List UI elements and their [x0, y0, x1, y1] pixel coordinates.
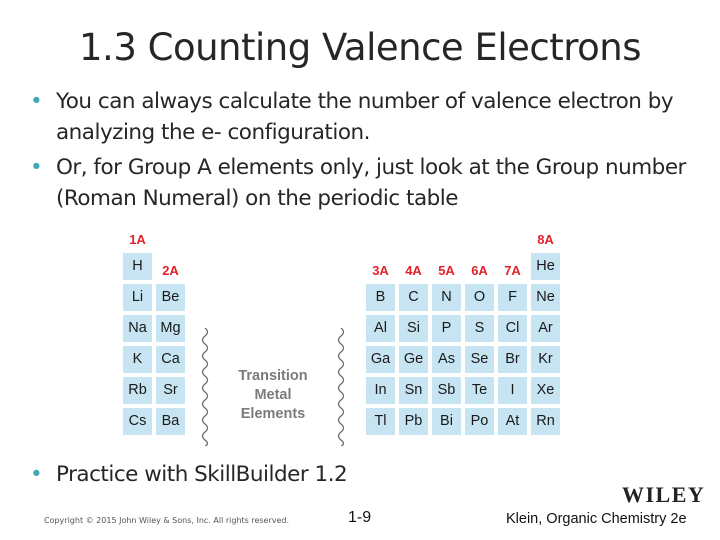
break-line-left — [197, 328, 213, 446]
element-cell: K — [122, 345, 153, 374]
group-label-1a: 1A — [129, 232, 146, 247]
element-cell: Si — [398, 314, 429, 343]
bullet-item — [30, 459, 690, 490]
element-cell: Te — [464, 376, 495, 405]
group-label-7a: 7A — [504, 263, 521, 278]
element-cell: Be — [155, 283, 186, 312]
element-cell: Ne — [530, 283, 561, 312]
element-cell: Al — [365, 314, 396, 343]
bullet-list — [30, 86, 690, 218]
element-cell: I — [497, 376, 528, 405]
break-line-right — [333, 328, 349, 446]
element-cell: C — [398, 283, 429, 312]
element-cell: Tl — [365, 407, 396, 436]
element-cell: Br — [497, 345, 528, 374]
element-cell: Ca — [155, 345, 186, 374]
group-label-8a: 8A — [537, 232, 554, 247]
element-cell: B — [365, 283, 396, 312]
element-cell: Sr — [155, 376, 186, 405]
element-cell: He — [530, 252, 561, 281]
element-cell: Ge — [398, 345, 429, 374]
transition-label-line: Transition — [238, 368, 308, 384]
bullet-item — [30, 86, 690, 148]
element-cell: Xe — [530, 376, 561, 405]
element-cell: As — [431, 345, 462, 374]
element-cell: Cs — [122, 407, 153, 436]
element-cell: O — [464, 283, 495, 312]
practice-text: Practice with SkillBuilder 1.2 — [56, 462, 348, 487]
bullet-marker: • — [30, 89, 43, 114]
element-cell: Se — [464, 345, 495, 374]
element-cell: Cl — [497, 314, 528, 343]
element-cell: Bi — [431, 407, 462, 436]
transition-metal-label — [220, 367, 326, 424]
page-number: 1-9 — [348, 509, 372, 526]
transition-label-line: Elements — [240, 406, 306, 422]
element-cell: H — [122, 252, 153, 281]
slide-title: 1.3 Counting Valence Electrons — [79, 26, 641, 69]
element-cell: Sb — [431, 376, 462, 405]
group-label-3a: 3A — [372, 263, 389, 278]
element-cell: P — [431, 314, 462, 343]
bullet-text: You can always calculate the number of valence electron by analyzing the e- configuration. — [56, 89, 674, 145]
element-cell: Kr — [530, 345, 561, 374]
element-cell: Ar — [530, 314, 561, 343]
group-label-4a: 4A — [405, 263, 422, 278]
book-citation: Klein, Organic Chemistry 2e — [506, 511, 687, 527]
element-cell: Ga — [365, 345, 396, 374]
group-label-5a: 5A — [438, 263, 455, 278]
element-cell: S — [464, 314, 495, 343]
element-cell: Rb — [122, 376, 153, 405]
wiley-logo: WILEY — [622, 482, 706, 507]
element-cell: Li — [122, 283, 153, 312]
element-cell: Po — [464, 407, 495, 436]
element-cell: Mg — [155, 314, 186, 343]
element-cell: Sn — [398, 376, 429, 405]
transition-label-line: Metal — [254, 387, 292, 403]
element-cell: F — [497, 283, 528, 312]
bullet-text: Or, for Group A elements only, just look at the Group number (Roman Numeral) on the periodic table — [56, 155, 686, 211]
element-cell: In — [365, 376, 396, 405]
element-cell: Pb — [398, 407, 429, 436]
bullet-marker: • — [30, 462, 43, 487]
element-cell: Na — [122, 314, 153, 343]
element-cell: N — [431, 283, 462, 312]
bullet-marker: • — [30, 155, 43, 180]
element-cell: Rn — [530, 407, 561, 436]
copyright-text: Copyright © 2015 John Wiley & Sons, Inc. All rights reserved. — [44, 516, 290, 525]
practice-list — [30, 459, 690, 494]
group-label-6a: 6A — [471, 263, 488, 278]
bullet-item — [30, 152, 690, 214]
element-cell: Ba — [155, 407, 186, 436]
element-cell: At — [497, 407, 528, 436]
group-label-2a: 2A — [162, 263, 179, 278]
